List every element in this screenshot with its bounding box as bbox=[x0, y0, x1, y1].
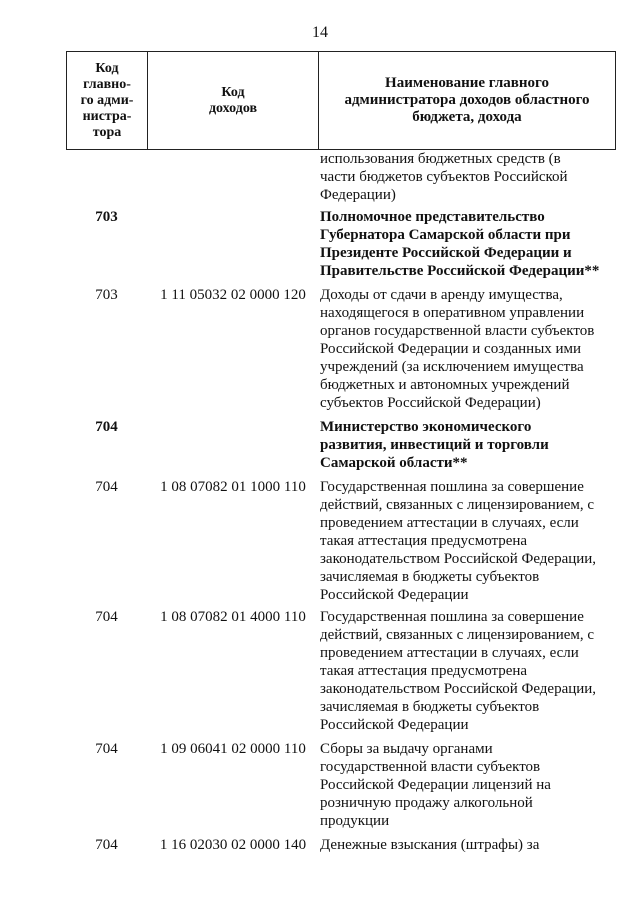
row-income-code: 1 09 06041 02 0000 110 bbox=[160, 741, 306, 757]
header-admin-code: Код главно- го адми- нистра- тора bbox=[67, 52, 148, 149]
row-name: Денежные взыскания (штрафы) за bbox=[320, 837, 540, 853]
row-income-code: 1 11 05032 02 0000 120 bbox=[160, 287, 306, 303]
row-name: Государственная пошлина за совершение действий, связанных с лицензированием, с проведением аттестации в случаях, если такая аттестация предусмотрена законодательством Российской Федерации, зачисляемая в бюджеты субъектов Российской Федерации bbox=[320, 609, 597, 733]
row-admin-code: 704 bbox=[95, 837, 118, 853]
row-name: Государственная пошлина за совершение действий, связанных с лицензированием, с проведением аттестации в случаях, если такая аттестация предусмотрена законодательством Российской Федерации, зачисляемая в бюджеты субъектов Российской Федерации bbox=[320, 479, 597, 603]
row-name: Полномочное представительство Губернатора Самарской области при Президенте Российской Федерации и Правительстве Российской Федерации** bbox=[320, 209, 600, 279]
row-admin-code: 703 bbox=[95, 209, 118, 225]
row-income-code: 1 08 07082 01 1000 110 bbox=[160, 479, 306, 495]
row-name: Доходы от сдачи в аренду имущества, находящегося в оперативном управлении органов государственной власти субъектов Российской Федерации и созданных ими учреждений (за исключением имущества бюджетных и автономных учреждений субъектов Российской Федерации) bbox=[320, 287, 595, 411]
table-header bbox=[66, 51, 616, 150]
row-admin-code: 703 bbox=[95, 287, 118, 303]
row-name: Сборы за выдачу органами государственной власти субъектов Российской Федерации лицензий на розничную продажу алкогольной продукции bbox=[320, 741, 551, 829]
row-admin-code: 704 bbox=[95, 479, 118, 495]
row-name: Министерство экономического развития, инвестиций и торговли Самарской области** bbox=[320, 419, 549, 471]
row-income-code: 1 16 02030 02 0000 140 bbox=[159, 837, 307, 853]
page-number: 14 bbox=[312, 24, 328, 41]
row-admin-code: 704 bbox=[95, 609, 118, 625]
row-name: использования бюджетных средств (в части бюджетов субъектов Российской Федерации) bbox=[320, 151, 568, 203]
row-admin-code: 704 bbox=[95, 741, 118, 757]
row-income-code: 1 08 07082 01 4000 110 bbox=[160, 609, 306, 625]
header-income-code: Код доходов bbox=[148, 52, 319, 149]
header-name: Наименование главного администратора доходов областного бюджета, дохода bbox=[344, 75, 590, 125]
row-admin-code: 704 bbox=[95, 419, 118, 435]
